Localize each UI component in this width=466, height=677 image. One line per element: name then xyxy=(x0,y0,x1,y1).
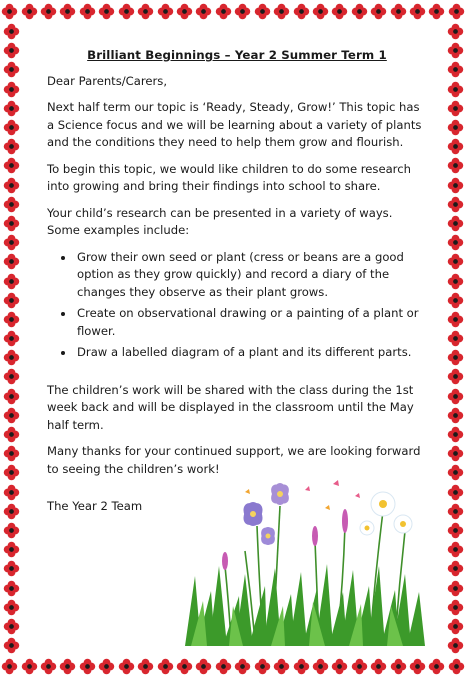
poppy-icon xyxy=(0,137,22,156)
poppy-icon xyxy=(444,444,466,463)
poppy-icon xyxy=(0,329,22,348)
poppy-icon xyxy=(0,348,22,367)
poppy-icon xyxy=(0,367,22,386)
paragraph-ways: Your child’s research can be presented in a variety of ways. Some examples include: xyxy=(47,205,393,237)
poppy-icon xyxy=(214,655,233,677)
poppy-icon xyxy=(97,0,116,22)
poppy-icon xyxy=(444,425,466,444)
list-item: • Grow their own seed or plant (cress or beans are a good option as they grow quickly) and record a diary of the changes they observe as their plant grows. xyxy=(75,249,427,302)
poppy-icon xyxy=(444,156,466,175)
poppy-icon xyxy=(444,406,466,425)
poppy-icon xyxy=(444,348,466,367)
poppy-icon xyxy=(0,463,22,482)
poppy-icon xyxy=(0,559,22,578)
poppy-icon xyxy=(447,655,466,677)
poppy-icon xyxy=(155,0,174,22)
poppy-icon xyxy=(427,0,446,22)
list-item: • Draw a labelled diagram of a plant and its different parts. xyxy=(75,344,427,362)
poppy-icon xyxy=(0,22,22,41)
poppy-icon xyxy=(0,80,22,99)
poppy-icon xyxy=(252,0,271,22)
poppy-icon xyxy=(444,137,466,156)
poppy-icon xyxy=(155,655,174,677)
poppy-icon xyxy=(0,0,19,22)
poppy-icon xyxy=(252,655,271,677)
poppy-border-left xyxy=(0,22,22,655)
poppy-icon xyxy=(444,41,466,60)
poppy-icon xyxy=(330,655,349,677)
poppy-border-bottom xyxy=(0,655,466,677)
poppy-icon xyxy=(444,502,466,521)
signoff: The Year 2 Team xyxy=(47,499,143,513)
poppy-icon xyxy=(444,291,466,310)
poppy-icon xyxy=(444,214,466,233)
poppy-icon xyxy=(0,60,22,79)
poppy-icon xyxy=(0,406,22,425)
poppy-icon xyxy=(388,655,407,677)
poppy-icon xyxy=(0,176,22,195)
poppy-icon xyxy=(0,214,22,233)
poppy-icon xyxy=(444,60,466,79)
poppy-icon xyxy=(19,0,38,22)
poppy-icon xyxy=(444,540,466,559)
poppy-icon xyxy=(330,0,349,22)
poppy-icon xyxy=(0,483,22,502)
poppy-icon xyxy=(0,271,22,290)
poppy-icon xyxy=(444,598,466,617)
poppy-icon xyxy=(408,655,427,677)
poppy-icon xyxy=(272,0,291,22)
poppy-icon xyxy=(0,99,22,118)
poppy-icon xyxy=(444,463,466,482)
poppy-icon xyxy=(444,578,466,597)
poppy-icon xyxy=(233,0,252,22)
poppy-icon xyxy=(0,118,22,137)
letter-body xyxy=(47,47,427,525)
poppy-icon xyxy=(0,387,22,406)
poppy-icon xyxy=(444,559,466,578)
poppy-icon xyxy=(0,578,22,597)
poppy-icon xyxy=(369,655,388,677)
greeting: Dear Parents/Carers, xyxy=(47,73,168,88)
examples-list xyxy=(47,249,427,362)
poppy-icon xyxy=(388,0,407,22)
poppy-icon xyxy=(39,655,58,677)
paragraph-sharing: The children’s work will be shared with the class during the 1st week back and will be displayed in the classroom until the May half term. xyxy=(47,382,414,432)
paragraph-research: To begin this topic, we would like children to do some research into growing and bring their findings into school to share. xyxy=(47,161,411,193)
poppy-icon xyxy=(444,233,466,252)
poppy-icon xyxy=(117,0,136,22)
poppy-icon xyxy=(136,0,155,22)
poppy-icon xyxy=(447,0,466,22)
poppy-icon xyxy=(194,0,213,22)
poppy-border-top xyxy=(0,0,466,22)
paragraph-topic: Next half term our topic is ‘Ready, Steady, Grow!’ This topic has a Science focus and we will be learning about a variety of plants and the conditions they need to help them grow and flourish. xyxy=(47,100,422,149)
poppy-icon xyxy=(444,176,466,195)
poppy-icon xyxy=(291,655,310,677)
poppy-icon xyxy=(444,99,466,118)
poppy-icon xyxy=(444,636,466,655)
poppy-icon xyxy=(444,521,466,540)
poppy-icon xyxy=(0,156,22,175)
poppy-icon xyxy=(444,617,466,636)
poppy-icon xyxy=(369,0,388,22)
poppy-icon xyxy=(311,0,330,22)
poppy-icon xyxy=(0,291,22,310)
poppy-icon xyxy=(0,252,22,271)
poppy-icon xyxy=(39,0,58,22)
poppy-border-right xyxy=(444,22,466,655)
poppy-icon xyxy=(0,598,22,617)
flower-meadow-illustration xyxy=(185,456,425,646)
poppy-icon xyxy=(0,310,22,329)
poppy-icon xyxy=(444,483,466,502)
flower-icon xyxy=(268,481,293,507)
poppy-icon xyxy=(78,0,97,22)
poppy-icon xyxy=(350,655,369,677)
poppy-icon xyxy=(97,655,116,677)
poppy-icon xyxy=(194,655,213,677)
poppy-icon xyxy=(350,0,369,22)
poppy-icon xyxy=(444,252,466,271)
letter-title: Brilliant Beginnings – Year 2 Summer Term 1 xyxy=(87,48,387,62)
poppy-icon xyxy=(408,0,427,22)
poppy-icon xyxy=(427,655,446,677)
poppy-icon xyxy=(444,329,466,348)
poppy-icon xyxy=(0,521,22,540)
poppy-icon xyxy=(0,655,19,677)
poppy-icon xyxy=(0,444,22,463)
poppy-icon xyxy=(0,425,22,444)
poppy-icon xyxy=(78,655,97,677)
paragraph-thanks: Many thanks for your continued support, we are looking forward to seeing the children’s work! xyxy=(47,444,421,476)
list-item: • Create on observational drawing or a painting of a plant or flower. xyxy=(75,305,427,340)
poppy-icon xyxy=(311,655,330,677)
poppy-icon xyxy=(444,22,466,41)
poppy-icon xyxy=(0,617,22,636)
poppy-icon xyxy=(444,195,466,214)
poppy-icon xyxy=(0,636,22,655)
poppy-icon xyxy=(272,655,291,677)
poppy-icon xyxy=(58,655,77,677)
poppy-icon xyxy=(291,0,310,22)
poppy-icon xyxy=(0,41,22,60)
poppy-icon xyxy=(58,0,77,22)
poppy-icon xyxy=(444,80,466,99)
poppy-icon xyxy=(175,655,194,677)
poppy-icon xyxy=(233,655,252,677)
poppy-icon xyxy=(444,118,466,137)
poppy-icon xyxy=(0,540,22,559)
poppy-icon xyxy=(214,0,233,22)
poppy-icon xyxy=(117,655,136,677)
poppy-icon xyxy=(175,0,194,22)
poppy-icon xyxy=(136,655,155,677)
poppy-icon xyxy=(0,195,22,214)
poppy-icon xyxy=(0,502,22,521)
poppy-icon xyxy=(444,387,466,406)
poppy-icon xyxy=(444,310,466,329)
poppy-icon xyxy=(444,367,466,386)
poppy-icon xyxy=(19,655,38,677)
poppy-icon xyxy=(444,271,466,290)
poppy-icon xyxy=(0,233,22,252)
